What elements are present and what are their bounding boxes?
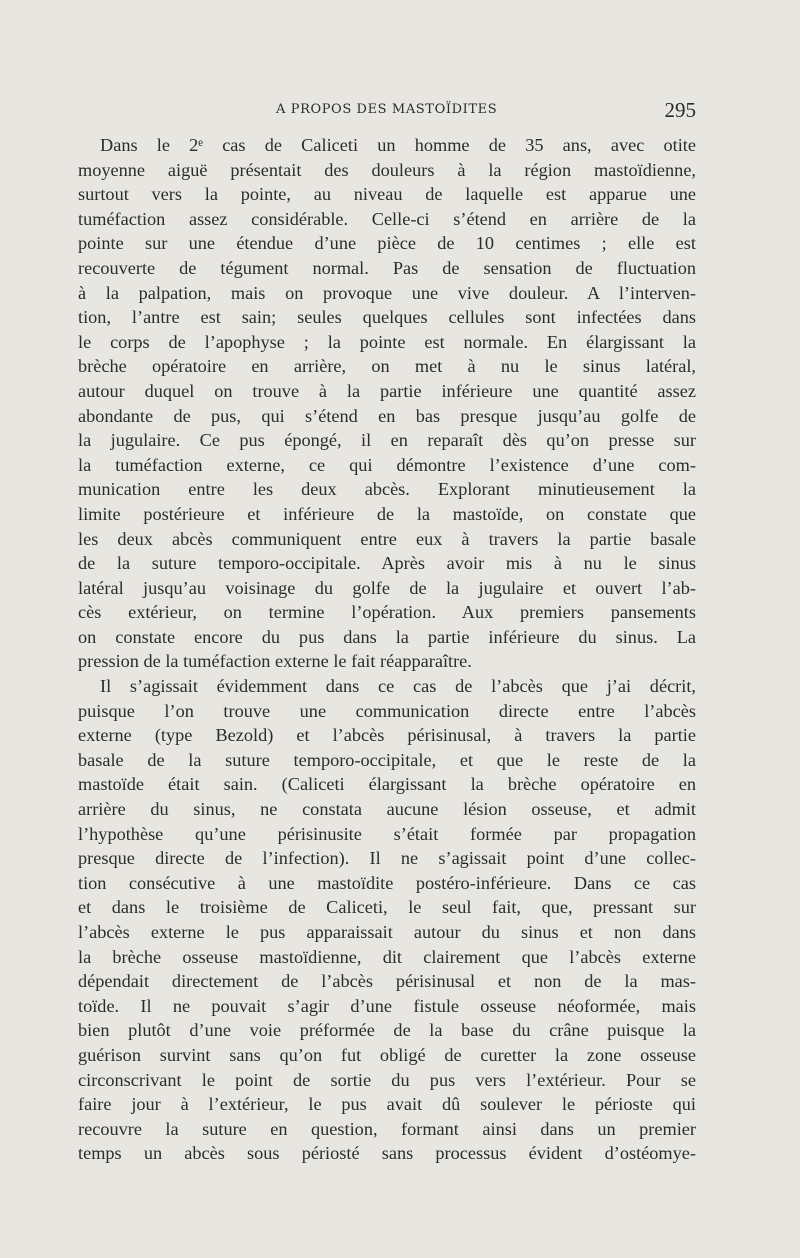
- text-line: autour duquel on trouve à la partie inférieure une quantité assez: [78, 380, 696, 401]
- text-line: à la palpation, mais on provoque une vive douleur. A l’interven-: [78, 282, 696, 303]
- running-title: A PROPOS DES MASTOÏDITES: [276, 102, 498, 117]
- text-line: la brèche osseuse mastoïdienne, dit clairement que l’abcès externe: [78, 946, 696, 967]
- text-line: moyenne aiguë présentait des douleurs à la région mastoïdienne,: [78, 159, 696, 180]
- paragraph: [78, 133, 696, 674]
- text-line: cès extérieur, on termine l’opération. Aux premiers pansements: [78, 602, 696, 623]
- text-line: presque directe de l’infection). Il ne s’agissait point d’une collec-: [78, 848, 696, 869]
- text-line: dépendait directement de l’abcès périsinusal et non de la mas-: [78, 971, 696, 992]
- text-line: tuméfaction assez considérable. Celle-ci s’étend en arrière de la: [78, 208, 696, 229]
- text-line: l’hypothèse qu’une périsinusite s’était formée par propagation: [78, 823, 696, 844]
- text-line: Dans le 2ᵉ cas de Caliceti un homme de 35 ans, avec otite: [100, 135, 696, 155]
- text-line: munication entre les deux abcès. Explorant minutieusement la: [78, 479, 696, 500]
- paragraph: [78, 674, 696, 1166]
- text-line: temps un abcès sous périosté sans processus évident d’ostéomye-: [78, 1143, 696, 1164]
- text-line: mastoïde était sain. (Caliceti élargissant la brèche opératoire en: [78, 774, 696, 795]
- text-line: guérison survint sans qu’on fut obligé de curetter la zone osseuse: [78, 1044, 696, 1065]
- text-line: latéral jusqu’au voisinage du golfe de la jugulaire et ouvert l’ab-: [78, 577, 696, 598]
- text-line: on constate encore du pus dans la partie inférieure du sinus. La: [78, 626, 696, 647]
- text-line: recouvre la suture en question, formant ainsi dans un premier: [78, 1118, 696, 1139]
- text-line: bien plutôt d’une voie préformée de la base du crâne puisque la: [78, 1020, 696, 1041]
- text-line: l’abcès externe le pus apparaissait autour du sinus et non dans: [78, 922, 696, 942]
- text-line: surtout vers la pointe, au niveau de laquelle est apparue une: [78, 184, 696, 205]
- body-text: [78, 133, 696, 1166]
- text-line: circonscrivant le point de sortie du pus vers l’extérieur. Pour se: [78, 1069, 696, 1090]
- text-line: puisque l’on trouve une communication directe entre l’abcès: [78, 700, 696, 721]
- text-line: et dans le troisième de Caliceti, le seul fait, que, pressant sur: [78, 897, 696, 918]
- page-header: [76, 100, 696, 124]
- text-line: Il s’agissait évidemment dans ce cas de l’abcès que j’ai décrit,: [100, 676, 696, 697]
- text-line: les deux abcès communiquent entre eux à travers la partie basale: [78, 528, 696, 549]
- text-line: basale de la suture temporo-occipitale, et que le reste de la: [78, 749, 696, 770]
- text-line: limite postérieure et inférieure de la mastoïde, on constate que: [78, 503, 696, 524]
- text-line: pointe sur une étendue d’une pièce de 10 centimes ; elle est: [78, 233, 696, 254]
- page-number: 295: [664, 98, 696, 122]
- text-line: tion consécutive à une mastoïdite postéro-inférieure. Dans ce cas: [78, 872, 696, 893]
- text-line: la jugulaire. Ce pus épongé, il en reparaît dès qu’on presse sur: [78, 430, 696, 451]
- text-line: de la suture temporo-occipitale. Après avoir mis à nu le sinus: [78, 553, 696, 574]
- text-line: tion, l’antre est sain; seules quelques cellules sont infectées dans: [78, 307, 696, 328]
- text-line: faire jour à l’extérieur, le pus avait dû soulever le périoste qui: [78, 1094, 696, 1115]
- text-line: toïde. Il ne pouvait s’agir d’une fistule osseuse néoformée, mais: [78, 995, 696, 1016]
- text-line: le corps de l’apophyse ; la pointe est normale. En élargissant la: [78, 331, 696, 352]
- text-line: pression de la tuméfaction externe le fait réapparaître.: [78, 651, 472, 672]
- text-line: recouverte de tégument normal. Pas de sensation de fluctuation: [78, 257, 696, 278]
- text-line: la tuméfaction externe, ce qui démontre l’existence d’une com-: [78, 454, 696, 475]
- text-line: arrière du sinus, ne constata aucune lésion osseuse, et admit: [78, 799, 696, 820]
- text-line: abondante de pus, qui s’étend en bas presque jusqu’au golfe de: [78, 405, 696, 426]
- text-line: brèche opératoire en arrière, on met à nu le sinus latéral,: [78, 356, 696, 377]
- text-line: externe (type Bezold) et l’abcès périsinusal, à travers la partie: [78, 725, 696, 746]
